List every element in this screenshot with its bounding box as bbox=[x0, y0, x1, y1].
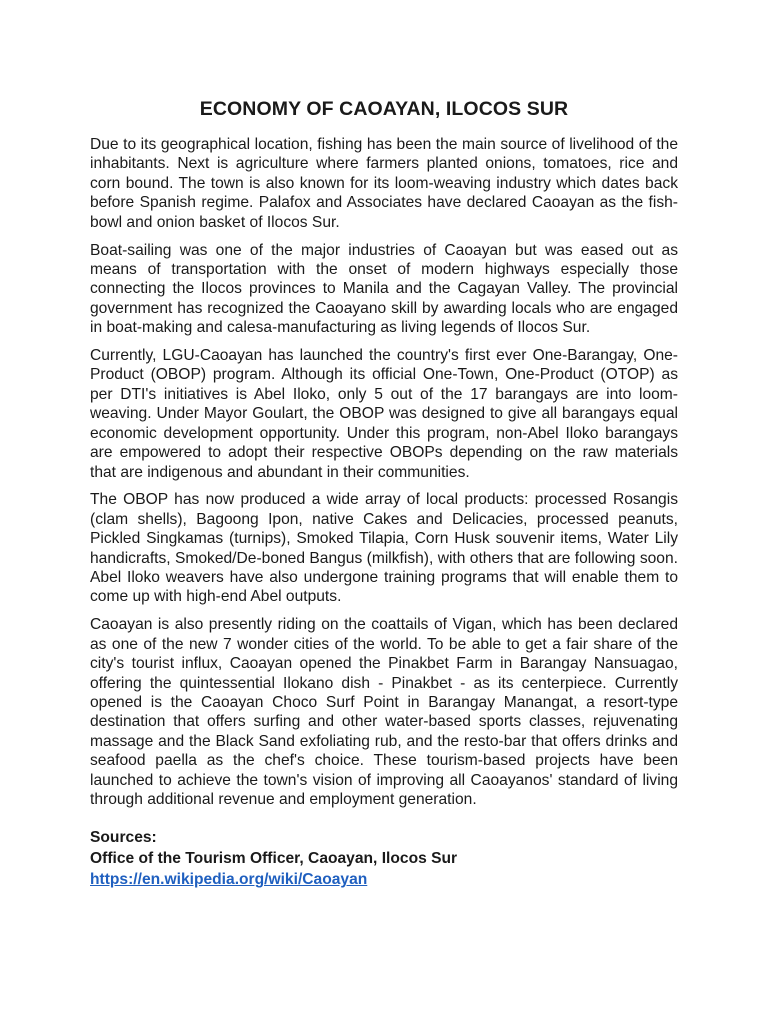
paragraph-obop-products: The OBOP has now produced a wide array of local products: processed Rosangis (clam shells), Bagoong Ipon, native Cakes and Delicacies, processed peanuts, Pickled Singkamas (turnips), Smoked Tilapia, Corn Husk souvenir items, Water Lily handicrafts, Smoked/De-boned Bangus (milkfish), with others that are following soon. Abel Iloko weavers have also undergone training programs that will enable them to come up with high-end Abel outputs. bbox=[90, 491, 678, 606]
paragraph-boat-sailing: Boat-sailing was one of the major industries of Caoayan but was eased out as means of transportation with the onset of modern highways especially those connecting the Ilocos provinces to Manila and the Cagayan Valley. The provincial government has recognized the Caoayano skill by awarding locals who are engaged in boat-making and calesa-manufacturing as living legends of Ilocos Sur. bbox=[90, 241, 678, 337]
page-title: ECONOMY OF CAOAYAN, ILOCOS SUR bbox=[199, 98, 569, 120]
sources-wikipedia-link[interactable]: https://en.wikipedia.org/wiki/Caoayan bbox=[90, 871, 368, 889]
sources-section bbox=[90, 827, 678, 890]
paragraph-obop-program: Currently, LGU-Caoayan has launched the country's first ever One-Barangay, One-Product (OBOP) program. Although its official One-Town, One-Product (OTOP) as per DTI's initiatives is Abel Iloko, only 5 out of the 17 barangays are into loom-weaving. Under Mayor Goulart, the OBOP was designed to give all barangays equal economic development opportunity. Under this program, non-Abel Iloko barangays are empowered to adopt their respective OBOPs depending on the raw materials that are indigenous and abundant in their communities. bbox=[90, 347, 678, 481]
paragraph-livelihood: Due to its geographical location, fishing has been the main source of livelihood of the inhabitants. Next is agriculture where farmers planted onions, tomatoes, rice and corn bound. The town is also known for its loom-weaving industry which dates back before Spanish regime. Palafox and Associates have declared Caoayan as the fish-bowl and onion basket of Ilocos Sur. bbox=[90, 136, 678, 231]
sources-heading: Sources: bbox=[90, 829, 157, 847]
paragraph-tourism: Caoayan is also presently riding on the coattails of Vigan, which has been declared as one of the new 7 wonder cities of the world. To be able to get a fair share of the city's tourist influx, Caoayan opened the Pinakbet Farm in Barangay Nansuagao, offering the quintessential Ilokano dish - Pinakbet - as its centerpiece. Currently opened is the Caoayan Choco Surf Point in Barangay Manangat, a resort-type destination that offers surfing and other water-based sports classes, rejuvenating massage and the Black Sand exfoliating rub, and the resto-bar that offers drinks and seafood paella as the chef's choice. These tourism-based projects have been launched to achieve the town's vision of improving all Caoayanos' standard of living through additional revenue and employment generation. bbox=[90, 616, 678, 808]
document-page bbox=[90, 96, 678, 890]
sources-office: Office of the Tourism Officer, Caoayan, Ilocos Sur bbox=[90, 850, 458, 868]
